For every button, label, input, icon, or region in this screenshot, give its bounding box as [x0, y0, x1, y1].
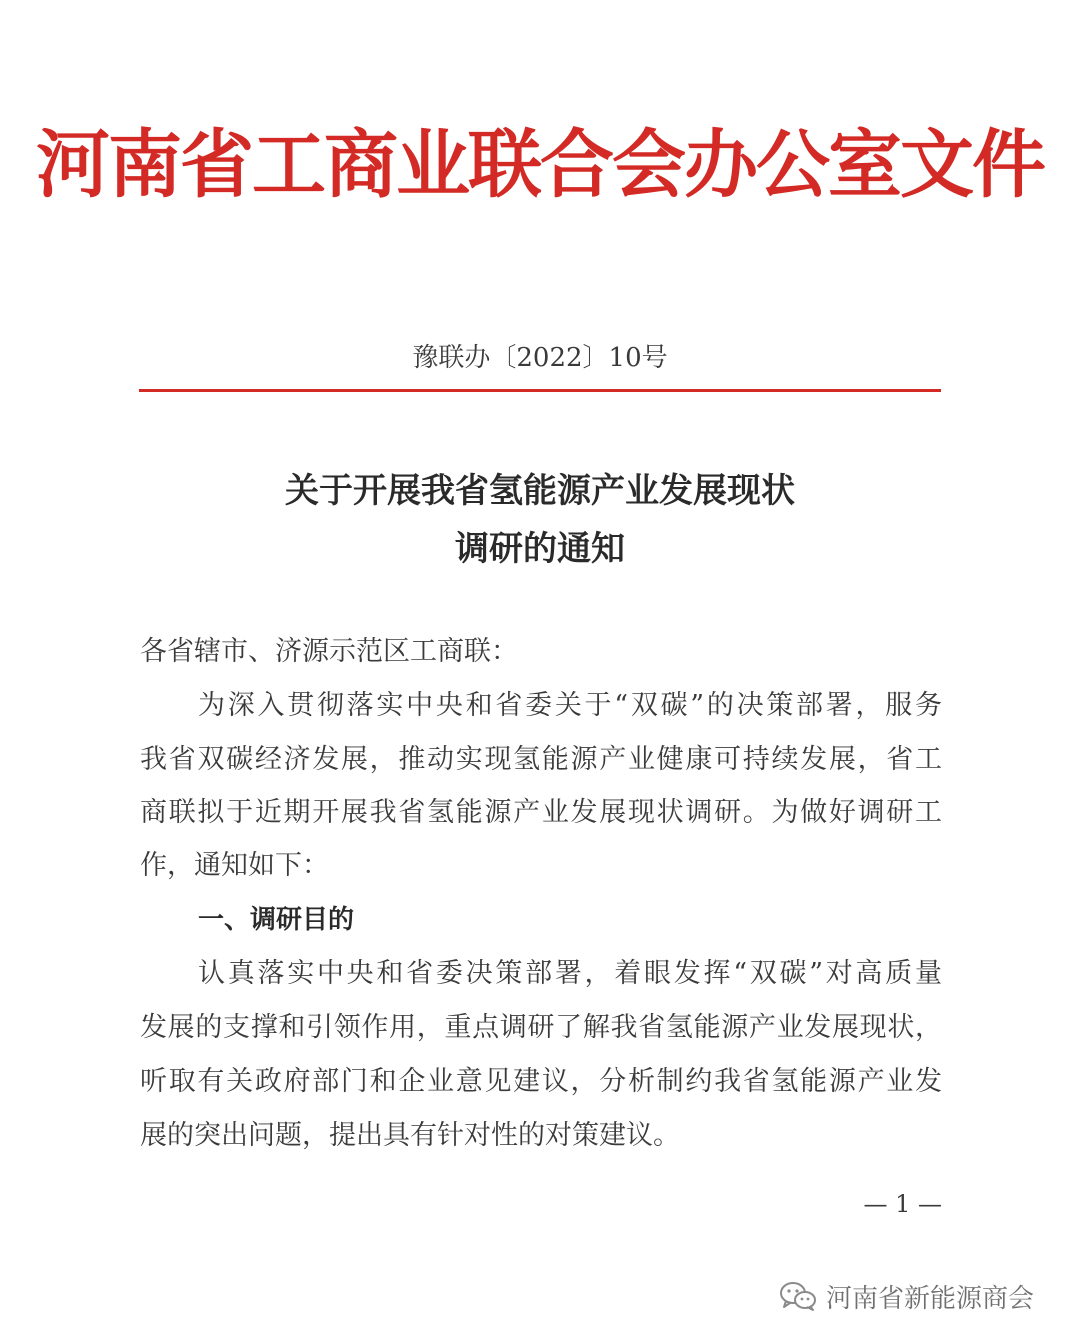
watermark-text: 河南省新能源商会: [826, 1283, 1035, 1314]
section-1-line-1: 认真落实中央和省委决策部署，着眼发挥“双碳”对高质量: [198, 958, 942, 989]
document-number: 豫联办〔2022〕10号: [412, 343, 668, 373]
section-1-line-2: 发展的支撑和引领作用，重点调研了解我省氢能源产业发展现状，: [140, 1012, 942, 1043]
document-masthead: 河南省工商业联合会办公室文件: [36, 122, 1044, 208]
wechat-icon: [778, 1280, 818, 1312]
intro-line-3: 商联拟于近期开展我省氢能源产业发展现状调研。为做好调研工: [140, 797, 942, 828]
red-divider-line: [139, 389, 941, 392]
intro-line-4: 作，通知如下：: [140, 850, 329, 881]
document-title-line-1: 关于开展我省氢能源产业发展现状: [285, 471, 795, 511]
salutation: 各省辖市、济源示范区工商联：: [140, 636, 518, 667]
document-title-line-2: 调研的通知: [455, 529, 625, 569]
wechat-watermark: [778, 1278, 1034, 1314]
section-1-line-3: 听取有关政府部门和企业意见建议，分析制约我省氢能源产业发: [140, 1066, 942, 1097]
section-1-heading: 一、调研目的: [198, 905, 355, 935]
intro-line-2: 我省双碳经济发展，推动实现氢能源产业健康可持续发展，省工: [140, 744, 942, 775]
intro-line-1: 为深入贯彻落实中央和省委关于“双碳”的决策部署，服务: [198, 690, 942, 721]
section-1-line-4: 展的突出问题，提出具有针对性的对策建议。: [140, 1120, 680, 1151]
page-number: — 1 —: [863, 1190, 942, 1218]
